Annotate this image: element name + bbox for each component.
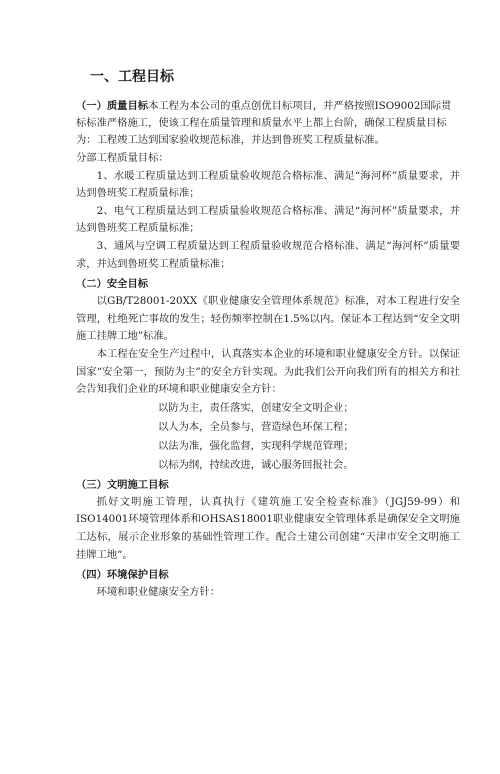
civil-heading: （三）文明施工目标 xyxy=(76,478,169,491)
policy-line-4: 以标为纲，持续改进，诚心服务回报社会。 xyxy=(158,458,354,471)
quality-item-1: 1、水暖工程质量达到工程质量验收规范合格标准、满足“海河杯”质量要求，并达到鲁班奖工程质量标准； xyxy=(76,169,460,200)
quality-paragraph xyxy=(76,98,460,149)
environment-paragraph: 环境和职业健康安全方针： xyxy=(96,586,221,599)
quality-item-3: 3、通风与空调工程质量达到工程质量验收规范合格标准、满足“海河杯”质量要求，并达到鲁班奖工程质量标准； xyxy=(76,239,460,270)
section-heading: 一、工程目标 xyxy=(90,69,174,85)
policy-line-3: 以法为准，强化监督，实现科学规范管理； xyxy=(158,439,354,452)
environment-heading: （四）环境保护目标 xyxy=(76,569,169,582)
policy-line-1: 以防为主，责任落实，创建安全文明企业； xyxy=(158,401,354,414)
quality-text: 本工程为本公司的重点创优目标项目，并严格按照ISO9002国际贯标标准严格施工，使该工程在质量管理和质量水平上都上台阶，确保工程质量目标为：工程竣工达到国家验收规范标准，并达到鲁班奖工程质量标准。 xyxy=(76,100,452,146)
quality-subtitle: 分部工程质量目标： xyxy=(76,152,169,164)
safety-paragraph-1: 以GB/T28001-20XX《职业健康安全管理体系规范》标准，对本工程进行安全管理，杜绝死亡事故的发生；轻伤频率控制在1.5%以内。保证本工程达到“安全文明施工挂牌工地”标准。 xyxy=(76,295,460,343)
safety-paragraph-2: 本工程在安全生产过程中，认真落实本企业的环境和职业健康安全方针。以保证国家“安全第一，预防为主”的安全方针实现。为此我们公开向我们所有的相关方和社会告知我们企业的环境和职业健康安全方针： xyxy=(76,347,460,396)
safety-heading: （二）安全目标 xyxy=(76,278,149,291)
quality-heading: （一）质量目标 xyxy=(76,100,149,112)
document-page xyxy=(0,67,500,774)
civil-paragraph: 抓好文明施工管理，认真执行《建筑施工安全检查标准》（JGJ59-99）和ISO14001环境管理体系和OHSAS18001职业健康安全管理体系是确保安全文明施工达标，展示企业形象的基础性管理工作。配合土建公司创建“天津市安全文明施工挂牌工地”。 xyxy=(76,495,460,561)
policy-line-2: 以人为本，全员参与，营造绿色环保工程； xyxy=(158,420,354,433)
quality-item-2: 2、电气工程质量达到工程质量验收规范合格标准、满足“海河杯”质量要求，并达到鲁班奖工程质量标准； xyxy=(76,204,460,235)
